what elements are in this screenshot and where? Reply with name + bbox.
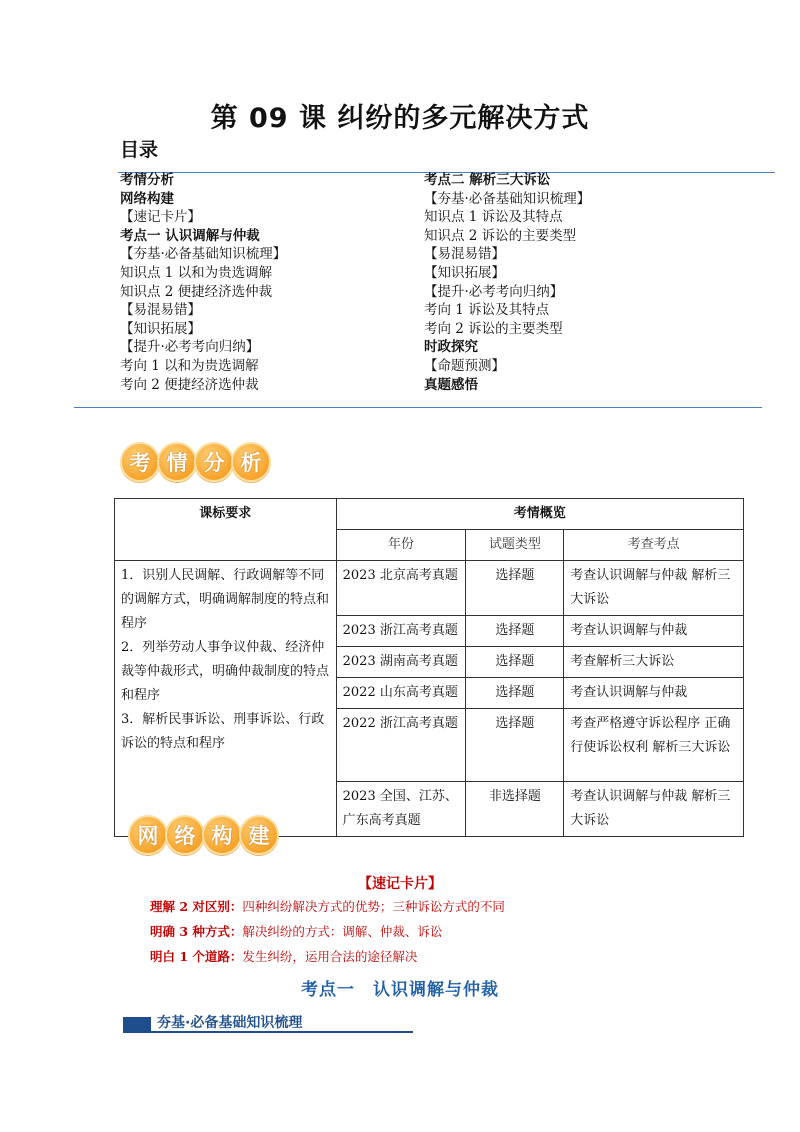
year-cell: 2023 全国、江苏、广东高考真题 (336, 782, 466, 837)
banner-character: 考 (120, 442, 160, 482)
toc-right-column (424, 171, 590, 394)
type-cell: 非选择题 (466, 782, 564, 837)
toc-item[interactable]: 知识点 1 以和为贵选调解 (120, 264, 273, 281)
toc-item[interactable]: 【提升·必考考向归纳】 (424, 283, 564, 300)
year-cell: 2022 山东高考真题 (336, 678, 466, 709)
requirement-item: 2．列举劳动人事争议仲裁、经济仲裁等仲裁形式，明确仲裁制度的特点和程序 (121, 640, 330, 703)
point-cell: 考查解析三大诉讼 (564, 647, 744, 678)
toc-item[interactable]: 考向 1 以和为贵选调解 (120, 357, 259, 374)
toc-item[interactable]: 【提升·必考考向归纳】 (120, 339, 260, 356)
banner-character: 构 (202, 815, 242, 855)
card-line (150, 922, 442, 940)
network-construction-banner (128, 815, 276, 855)
year-cell: 2023 湖南高考真题 (336, 647, 466, 678)
year-cell: 2023 北京高考真题 (336, 561, 466, 616)
toc-item[interactable]: 知识点 2 诉讼的主要类型 (424, 227, 577, 244)
toc-item[interactable]: 考向 2 诉讼的主要类型 (424, 320, 563, 337)
banner-character: 析 (231, 442, 271, 482)
card-line-text: 解决纠纷的方式：调解、仲裁、诉讼 (242, 924, 443, 939)
card-line (150, 897, 505, 915)
banner-bar (123, 1017, 151, 1031)
toc-item[interactable]: 【知识拓展】 (120, 320, 201, 337)
exam-analysis-banner (120, 442, 268, 482)
toc-item[interactable]: 知识点 1 诉讼及其特点 (424, 209, 563, 226)
col-header-requirements: 课标要求 (115, 499, 337, 561)
table-row (115, 561, 744, 616)
toc-item[interactable]: 【易混易错】 (424, 246, 505, 263)
banner-character: 络 (165, 815, 205, 855)
toc-item[interactable]: 考向 1 诉讼及其特点 (424, 302, 550, 319)
type-cell: 选择题 (466, 647, 564, 678)
section-title: 考点一 认识调解与仲裁 (301, 980, 499, 1000)
card-line-key: 明确 3 种方式： (150, 924, 243, 939)
toc-item[interactable]: 【速记卡片】 (120, 209, 201, 226)
banner-character: 建 (239, 815, 279, 855)
type-cell: 选择题 (466, 678, 564, 709)
year-cell: 2023 浙江高考真题 (336, 616, 466, 647)
banner-character: 网 (128, 815, 168, 855)
toc-item[interactable]: 知识点 2 便捷经济选仲裁 (120, 283, 273, 300)
col-header-overview: 考情概览 (336, 499, 743, 530)
toc-heading: 目录 (120, 139, 159, 161)
point-cell: 考查认识调解与仲裁 (564, 616, 744, 647)
point-cell: 考查认识调解与仲裁 (564, 678, 744, 709)
toc-item[interactable]: 【命题预测】 (424, 357, 505, 374)
toc-left-column (120, 171, 286, 394)
subheader-point: 考查考点 (564, 530, 744, 561)
type-cell: 选择题 (466, 561, 564, 616)
subheader-type: 试题类型 (466, 530, 564, 561)
card-line-text: 发生纠纷，运用合法的途径解决 (242, 949, 418, 964)
sub-banner-label: 夯基·必备基础知识梳理 (157, 1015, 303, 1031)
toc-item[interactable]: 真题感悟 (424, 376, 478, 393)
requirement-item: 3．解析民事诉讼、刑事诉讼、行政诉讼的特点和程序 (121, 712, 325, 751)
toc-item[interactable]: 考点二 解析三大诉讼 (424, 172, 551, 188)
card-line-key: 理解 2 对区别： (150, 899, 243, 914)
toc-item[interactable]: 考情分析 (120, 172, 174, 188)
type-cell: 选择题 (466, 709, 564, 782)
toc-item[interactable]: 网络构建 (120, 190, 174, 207)
point-cell: 考查严格遵守诉讼程序 正确行使诉讼权利 解析三大诉讼 (564, 709, 744, 782)
toc-bottom-rule (74, 407, 762, 408)
page-title: 第 09 课 纠纷的多元解决方式 (210, 103, 590, 134)
sub-section-banner (123, 1013, 413, 1033)
toc-item[interactable]: 【知识拓展】 (424, 264, 505, 281)
requirements-cell (115, 561, 337, 837)
card-line-key: 明白 1 个道路： (150, 949, 243, 964)
card-title: 【速记卡片】 (358, 876, 442, 892)
type-cell: 选择题 (466, 616, 564, 647)
toc-item[interactable]: 考向 2 便捷经济选仲裁 (120, 376, 259, 393)
subheader-year: 年份 (336, 530, 466, 561)
toc-item[interactable]: 【夯基·必备基础知识梳理】 (120, 246, 287, 263)
card-line-text: 四种纠纷解决方式的优势；三种诉讼方式的不同 (242, 899, 505, 914)
point-cell: 考查认识调解与仲裁 解析三大诉讼 (564, 561, 744, 616)
point-cell: 考查认识调解与仲裁 解析三大诉讼 (564, 782, 744, 837)
toc-item[interactable]: 【易混易错】 (120, 302, 201, 319)
requirement-item: 1．识别人民调解、行政调解等不同的调解方式，明确调解制度的特点和程序 (121, 568, 330, 631)
year-cell: 2022 浙江高考真题 (336, 709, 466, 782)
toc-item[interactable]: 【夯基·必备基础知识梳理】 (424, 190, 591, 207)
card-line (150, 947, 417, 965)
banner-character: 分 (194, 442, 234, 482)
toc-item[interactable]: 时政探究 (424, 339, 478, 356)
toc-item[interactable]: 考点一 认识调解与仲裁 (120, 227, 260, 244)
exam-table (114, 498, 744, 837)
banner-character: 情 (157, 442, 197, 482)
